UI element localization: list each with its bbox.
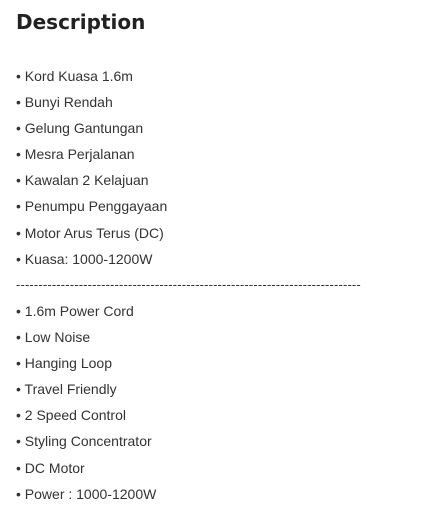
bullet: • xyxy=(16,94,21,111)
bullet: • xyxy=(16,198,21,215)
feature-list-malay xyxy=(16,63,167,272)
list-item xyxy=(16,350,156,376)
list-item-text: Styling Concentrator xyxy=(24,433,152,450)
list-item xyxy=(16,324,156,350)
list-item-text: Bunyi Rendah xyxy=(24,94,113,111)
bullet: • xyxy=(16,459,21,476)
list-item xyxy=(16,481,156,507)
bullet: • xyxy=(16,433,21,450)
list-item-text: Motor Arus Terus (DC) xyxy=(24,224,164,241)
list-item xyxy=(16,141,167,167)
list-item-text: DC Motor xyxy=(24,459,85,476)
list-item-text: Low Noise xyxy=(24,329,91,346)
list-item-text: Penumpu Penggayaan xyxy=(24,198,168,215)
bullet: • xyxy=(16,485,21,502)
list-item xyxy=(16,402,156,428)
list-item xyxy=(16,167,167,193)
list-item-text: Kuasa: 1000-1200W xyxy=(24,250,153,267)
list-item-text: Kawalan 2 Kelajuan xyxy=(24,172,149,189)
feature-list-english xyxy=(16,298,156,507)
bullet: • xyxy=(16,68,21,84)
list-item-text: Hanging Loop xyxy=(24,355,112,372)
bullet: • xyxy=(16,329,21,346)
bullet: • xyxy=(16,146,21,163)
list-item xyxy=(16,89,167,115)
bullet: • xyxy=(16,355,21,372)
list-item-text: Travel Friendly xyxy=(24,381,117,398)
list-item xyxy=(16,220,167,246)
list-item-text: Gelung Gantungan xyxy=(24,120,144,137)
description-heading: Description xyxy=(16,10,146,34)
list-item xyxy=(16,63,167,89)
bullet: • xyxy=(16,172,21,189)
list-item xyxy=(16,455,156,481)
bullet: • xyxy=(16,381,21,398)
list-item-text: 2 Speed Control xyxy=(24,407,126,424)
dashed-divider: ----------------------------------------------------------------------------- xyxy=(16,277,361,292)
list-item-text: Power : 1000-1200W xyxy=(24,485,157,502)
list-item xyxy=(16,428,156,454)
list-item xyxy=(16,298,156,324)
bullet: • xyxy=(16,120,21,137)
list-item xyxy=(16,193,167,219)
list-item xyxy=(16,376,156,402)
list-item xyxy=(16,115,167,141)
list-item-text: Kord Kuasa 1.6m xyxy=(24,68,133,84)
bullet: • xyxy=(16,250,21,267)
list-item-text: Mesra Perjalanan xyxy=(24,146,135,163)
list-item-text: 1.6m Power Cord xyxy=(24,303,134,319)
bullet: • xyxy=(16,407,21,424)
list-item xyxy=(16,246,167,272)
bullet: • xyxy=(16,224,21,241)
bullet: • xyxy=(16,303,21,319)
